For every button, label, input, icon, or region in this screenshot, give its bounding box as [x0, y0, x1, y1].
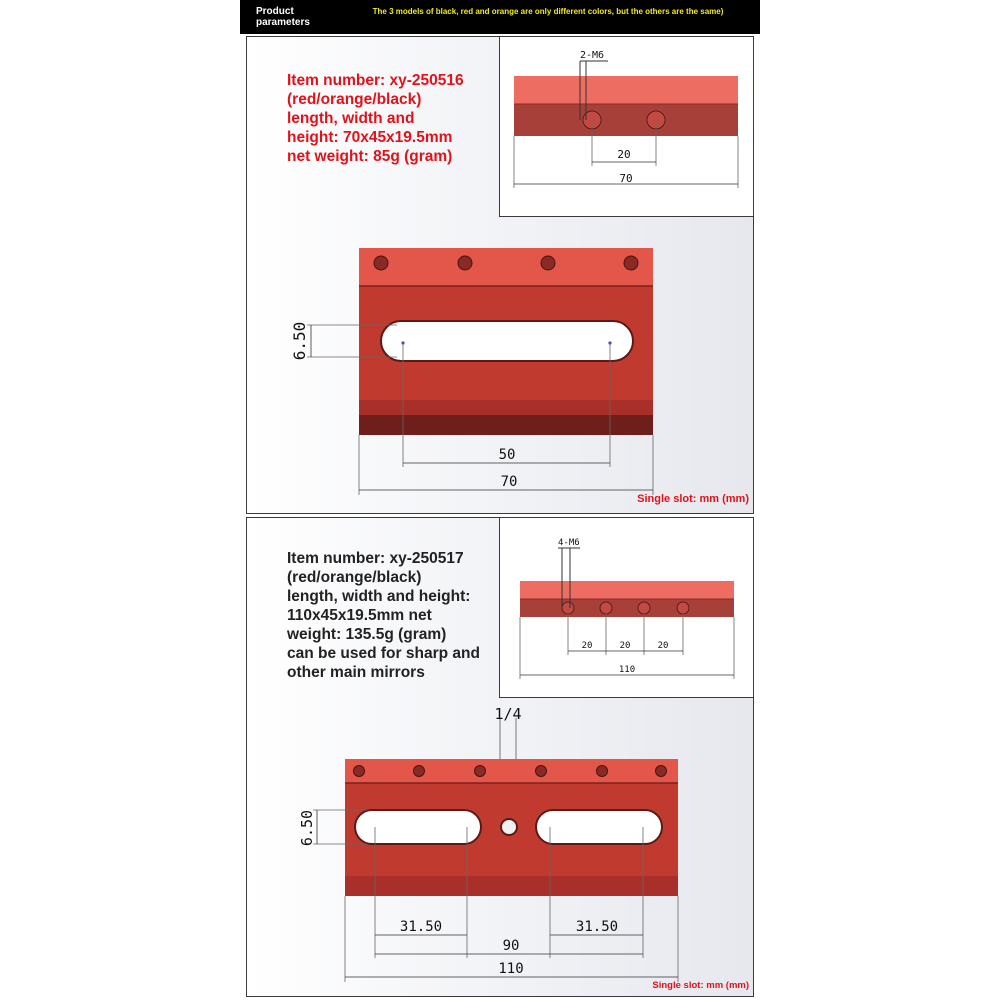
- product-panel-1: [246, 36, 754, 514]
- header-bar: [240, 0, 760, 34]
- top-hole-4: [624, 256, 638, 270]
- side2-hole-callout: 4-M6: [558, 538, 580, 548]
- product-1-spec: Item number: xy-250516 (red/orange/black) length, width and height: 70x45x19.5mm net weight: 85g (gram): [287, 72, 464, 165]
- top2-edge-face: [345, 759, 678, 783]
- side2-spacing-2: 20: [619, 641, 631, 651]
- product-2-top-drawing: [247, 518, 753, 996]
- top-hole-2: [458, 256, 472, 270]
- product-panel-2: [246, 517, 754, 997]
- top2-center-hole-label: 1/4: [494, 705, 522, 723]
- top-hole-1: [374, 256, 388, 270]
- side2-spacing-3: 20: [657, 641, 669, 651]
- top-edge-face: [359, 248, 653, 286]
- product-2-spec: Item number: xy-250517 (red/orange/black) length, width and height: 110x45x19.5mm net weight: 135.5g (gram) can be used for sharp and other main mirrors: [287, 550, 480, 681]
- top2-slot-width-label: 6.50: [298, 809, 316, 847]
- top-slot-length-label: 50: [498, 447, 516, 463]
- product-1-top-drawing: [247, 37, 753, 513]
- side2-length-label: 110: [618, 665, 636, 675]
- side-hole-callout: 2-M6: [580, 50, 605, 61]
- side-spacing-label: 20: [617, 148, 631, 161]
- product-1-unit-note: Single slot: mm (mm): [637, 493, 749, 505]
- product-2-unit-note: Single slot: mm (mm): [652, 980, 749, 991]
- top-slot: [381, 321, 633, 361]
- top2-slot-left-label: 31.50: [399, 919, 443, 935]
- header-title: Product parameters: [256, 6, 310, 28]
- top2-slot-left: [355, 810, 481, 844]
- top2-slot-right-label: 31.50: [575, 919, 619, 935]
- side2-spacing-1: 20: [581, 641, 593, 651]
- top-length-label: 70: [500, 474, 518, 490]
- top-slot-width-label: 6.50: [290, 321, 309, 361]
- top2-center-hole: [501, 819, 517, 835]
- top2-bottom-face: [345, 876, 678, 896]
- top2-span-label: 90: [502, 938, 520, 954]
- top2-length-label: 110: [498, 961, 524, 977]
- top-hole-3: [541, 256, 555, 270]
- header-note: The 3 models of black, red and orange are only different colors, but the others are the same): [372, 7, 724, 16]
- side-length-label: 70: [619, 172, 633, 185]
